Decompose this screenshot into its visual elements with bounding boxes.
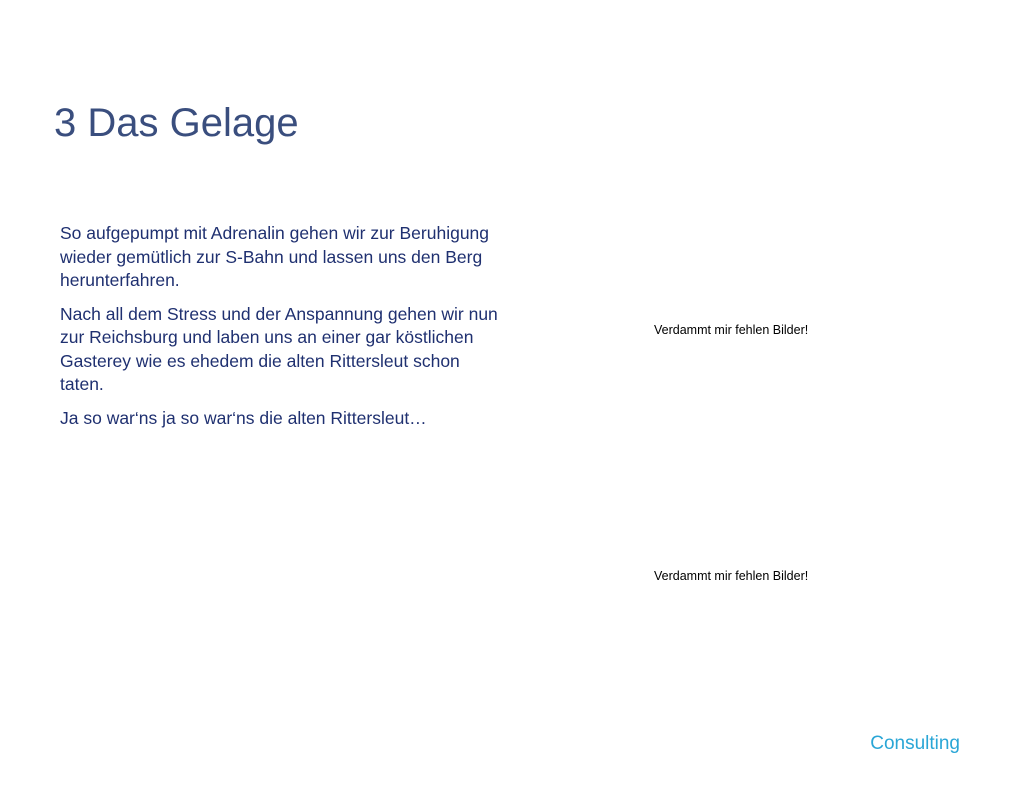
image-placeholder-2: Verdammt mir fehlen Bilder!: [654, 569, 809, 583]
body-text: [60, 222, 500, 440]
paragraph: So aufgepumpt mit Adrenalin gehen wir zur Beruhigung wieder gemütlich zur S-Bahn und lassen uns den Berg herunterfahren.: [60, 223, 490, 290]
footer-brand: Consulting: [870, 733, 960, 754]
image-placeholder-1: Verdammt mir fehlen Bilder!: [654, 323, 809, 337]
paragraph: Nach all dem Stress und der Anspannung gehen wir nun zur Reichsburg und laben uns an einer gar köstlichen Gasterey wie es ehedem die alten Rittersleut schon taten.: [60, 303, 498, 394]
paragraph: Ja so war‘ns ja so war‘ns die alten Rittersleut…: [60, 407, 427, 428]
slide-title: 3 Das Gelage: [54, 101, 299, 145]
